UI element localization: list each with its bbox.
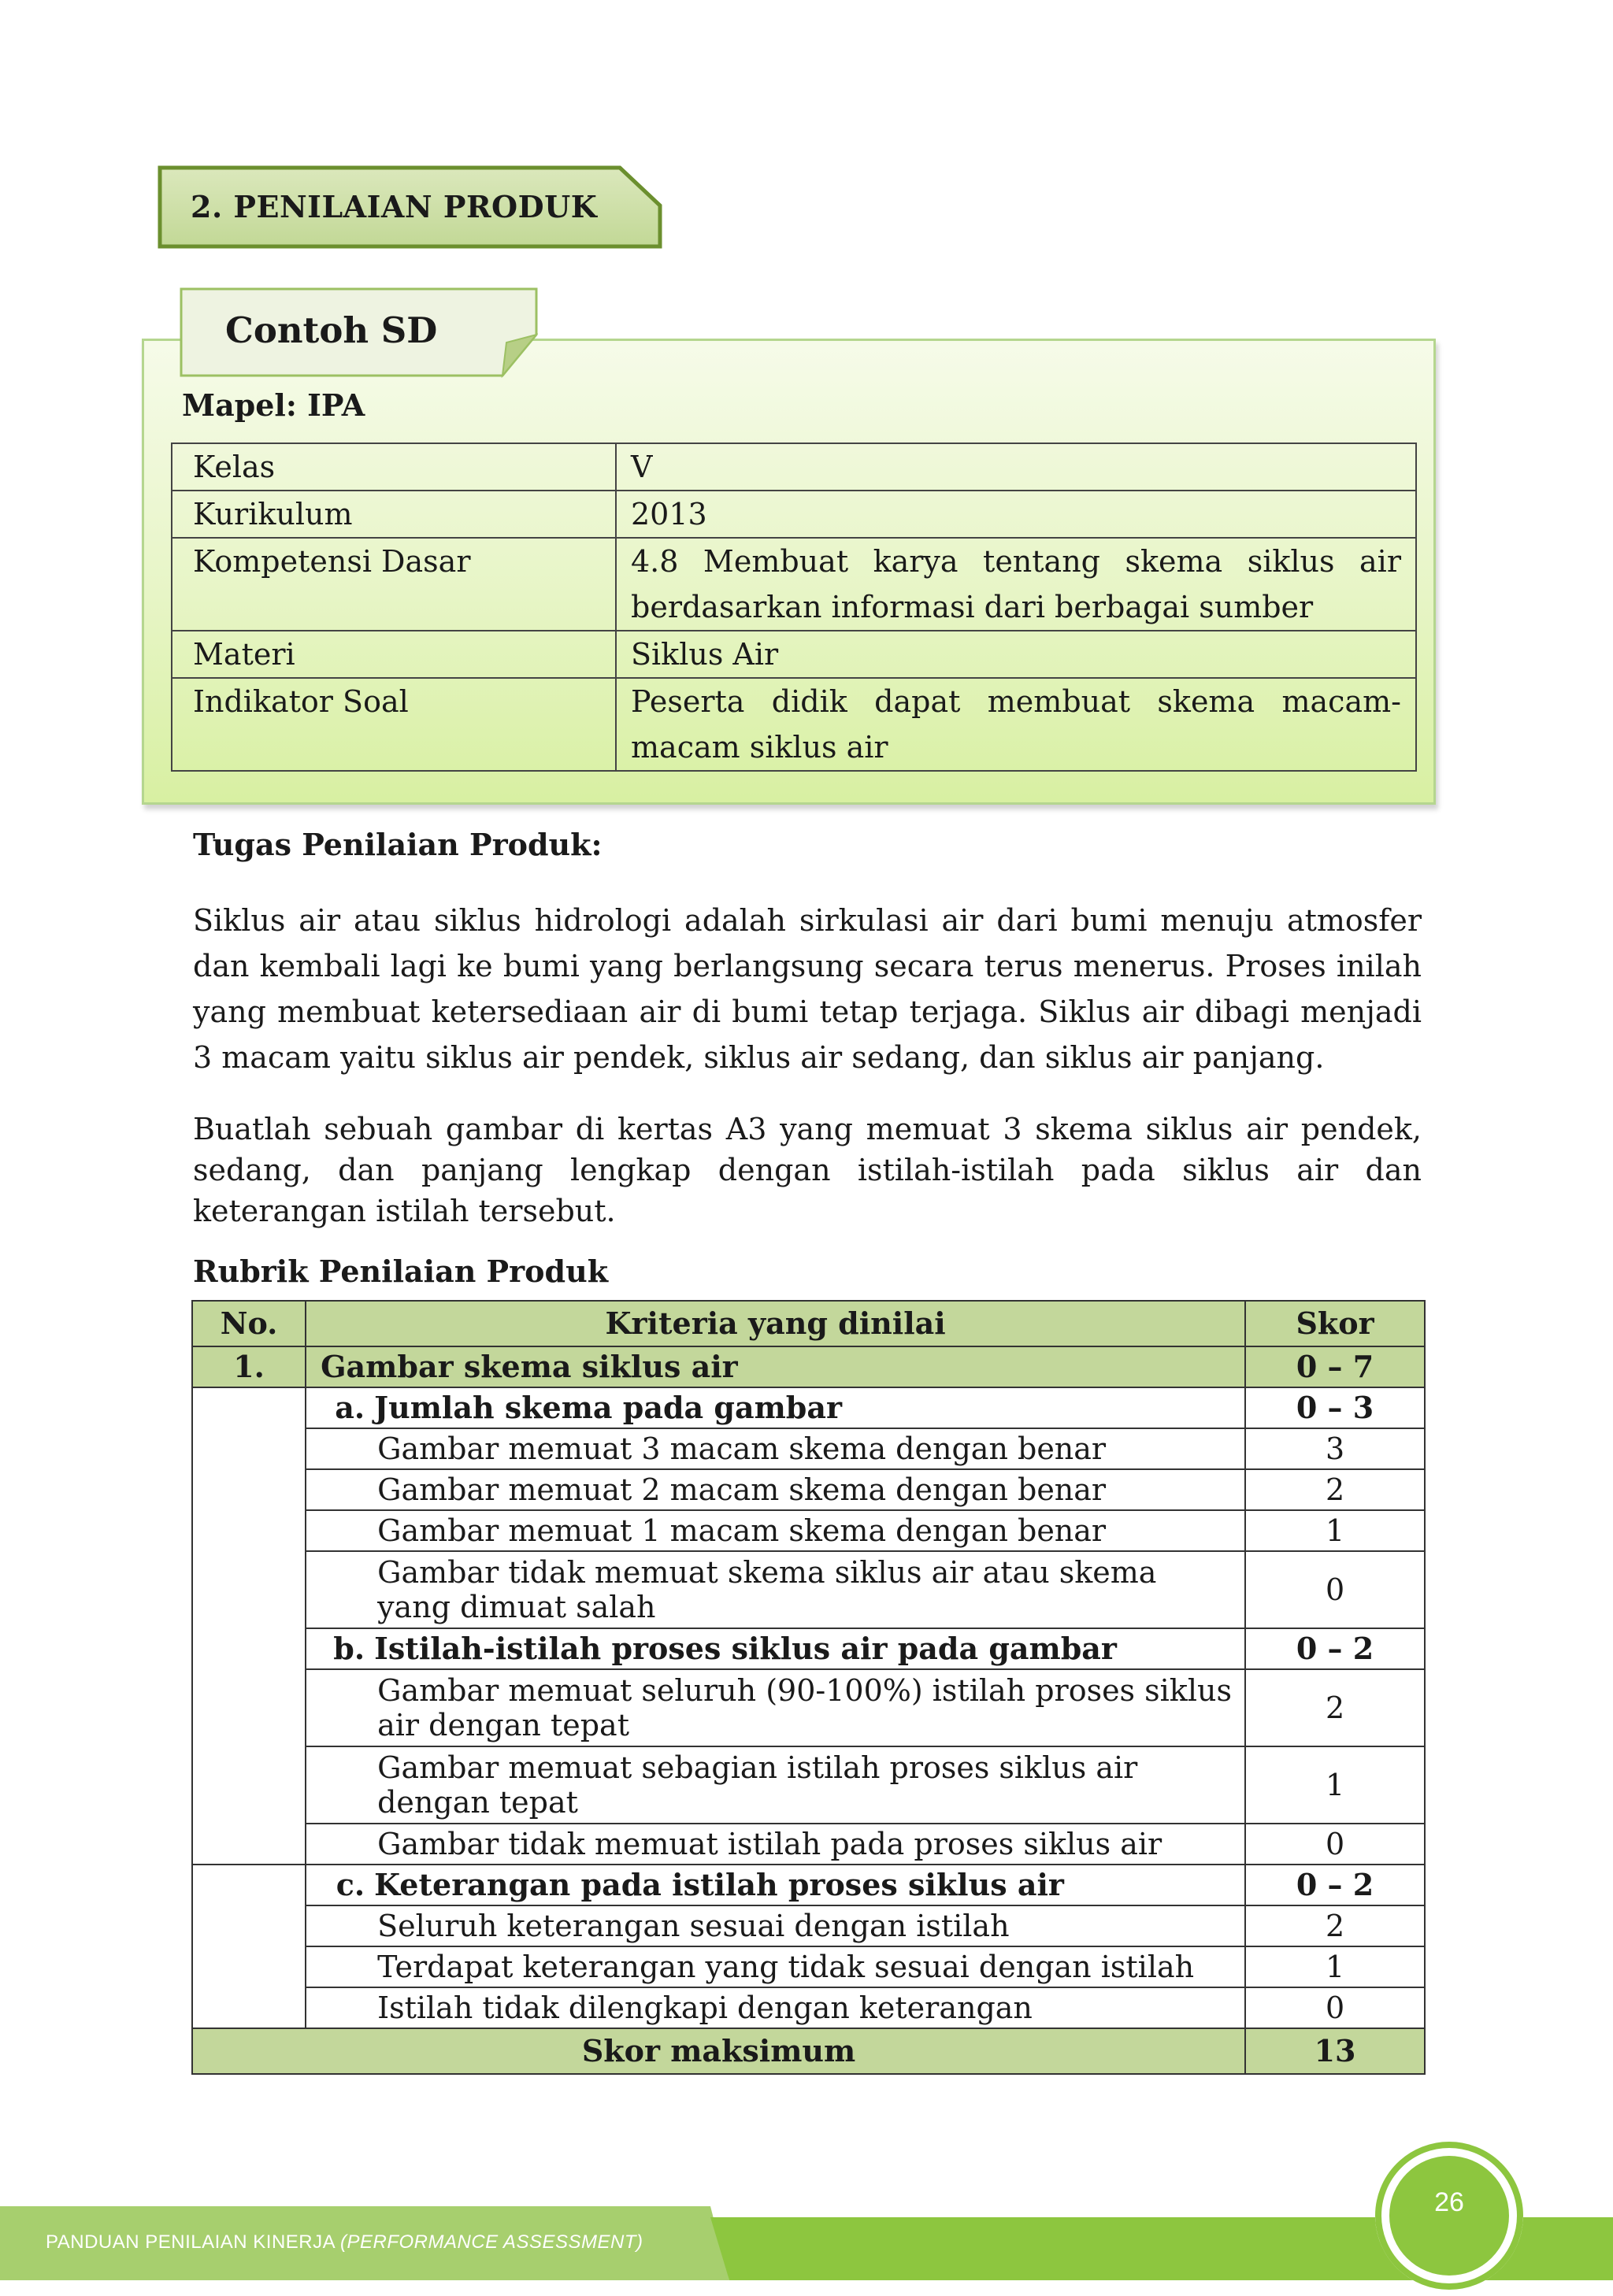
rubric-item-row — [192, 1946, 1425, 1987]
info-key: Indikator Soal — [172, 678, 616, 771]
rubric-item-row — [192, 1428, 1425, 1469]
rubric-item-row — [192, 1469, 1425, 1510]
info-key: Kurikulum — [172, 491, 616, 538]
section-title: Istilah-istilah proses siklus air pada gambar — [374, 1631, 1117, 1666]
section-score: 0 – 2 — [1245, 1865, 1425, 1905]
col-criteria: Kriteria yang dinilai — [306, 1301, 1245, 1346]
info-key: Materi — [172, 631, 616, 678]
item-score: 0 — [1245, 1551, 1425, 1628]
task-paragraph-2: Buatlah sebuah gambar di kertas A3 yang memuat 3 skema siklus air pendek, sedang, dan panjang lengkap dengan istilah-istilah pada siklus air dan keterangan istilah tersebut. — [193, 1112, 1422, 1228]
rubric-table — [191, 1300, 1426, 2075]
info-row — [172, 538, 1416, 631]
rubric-item-row — [192, 1987, 1425, 2028]
item-text: Istilah tidak dilengkapi dengan keterangan — [306, 1987, 1245, 2028]
info-value: Peserta didik dapat membuat skema macam-macam siklus air — [616, 678, 1416, 771]
info-key: Kelas — [172, 443, 616, 491]
item-text: Gambar memuat 3 macam skema dengan benar — [306, 1428, 1245, 1469]
info-value: 4.8 Membuat karya tentang skema siklus air berdasarkan informasi dari berbagai sumber — [616, 538, 1416, 631]
item-text: Gambar tidak memuat skema siklus air atau skema yang dimuat salah — [306, 1551, 1245, 1628]
item-text: Seluruh keterangan sesuai dengan istilah — [306, 1905, 1245, 1946]
item-text: Gambar memuat sebagian istilah proses siklus air dengan tepat — [306, 1746, 1245, 1824]
rubric-section-row — [192, 1865, 1425, 1905]
item-text: Gambar memuat 1 macam skema dengan benar — [306, 1510, 1245, 1551]
group-score: 0 – 7 — [1245, 1346, 1425, 1387]
info-key: Kompetensi Dasar — [172, 538, 616, 631]
blank-cell — [192, 1865, 306, 2028]
item-score: 3 — [1245, 1428, 1425, 1469]
blank-cell — [192, 1387, 306, 1865]
info-row — [172, 443, 1416, 491]
item-text: Terdapat keterangan yang tidak sesuai dengan istilah — [306, 1946, 1245, 1987]
rubric-item-row — [192, 1669, 1425, 1746]
rubric-heading: Rubrik Penilaian Produk — [193, 1254, 609, 1289]
page-number: 26 — [1434, 2187, 1464, 2217]
info-row — [172, 678, 1416, 771]
item-score: 0 — [1245, 1987, 1425, 2028]
section-score: 0 – 2 — [1245, 1628, 1425, 1669]
item-score: 1 — [1245, 1746, 1425, 1824]
item-score: 0 — [1245, 1824, 1425, 1865]
info-row — [172, 631, 1416, 678]
section-criteria — [306, 1628, 1245, 1669]
rubric-group-row — [192, 1346, 1425, 1387]
task-paragraph-1: Siklus air atau siklus hidrologi adalah sirkulasi air dari bumi menuju atmosfer dan kembali lagi ke bumi yang berlangsung secara terus menerus. Proses inilah yang membuat ketersediaan air di bumi tetap terjaga. Siklus air dibagi menjadi 3 macam yaitu siklus air pendek, siklus air sedang, dan siklus air panjang. — [193, 903, 1422, 1075]
info-row — [172, 491, 1416, 538]
rubric-item-row — [192, 1510, 1425, 1551]
item-score: 1 — [1245, 1946, 1425, 1987]
info-table — [171, 443, 1417, 772]
section-letter: b. — [333, 1631, 365, 1666]
rubric-item-row — [192, 1824, 1425, 1865]
total-score: 13 — [1245, 2028, 1425, 2074]
example-tab — [180, 287, 538, 378]
section-score: 0 – 3 — [1245, 1387, 1425, 1428]
total-label: Skor maksimum — [192, 2028, 1245, 2074]
section-letter: a. — [335, 1390, 365, 1425]
section-title: Keterangan pada istilah proses siklus air — [374, 1867, 1064, 1902]
item-text: Gambar memuat seluruh (90-100%) istilah proses siklus air dengan tepat — [306, 1669, 1245, 1746]
page-number-badge — [1372, 2139, 1526, 2293]
info-value: 2013 — [616, 491, 1416, 538]
item-text: Gambar memuat 2 macam skema dengan benar — [306, 1469, 1245, 1510]
rubric-section-row — [192, 1628, 1425, 1669]
item-score: 2 — [1245, 1469, 1425, 1510]
section-criteria — [306, 1387, 1245, 1428]
footer-subtitle: (PERFORMANCE ASSESSMENT) — [339, 2231, 643, 2253]
item-text: Gambar tidak memuat istilah pada proses siklus air — [306, 1824, 1245, 1865]
item-score: 1 — [1245, 1510, 1425, 1551]
section-title: Jumlah skema pada gambar — [374, 1390, 843, 1425]
rubric-item-row — [192, 1746, 1425, 1824]
group-criteria: Gambar skema siklus air — [306, 1346, 1245, 1387]
info-value: V — [616, 443, 1416, 491]
section-title: 2. PENILAIAN PRODUK — [191, 189, 598, 224]
subject-label: Mapel: IPA — [182, 387, 365, 423]
item-score: 2 — [1245, 1669, 1425, 1746]
footer-text — [46, 2231, 643, 2253]
col-no: No. — [192, 1301, 306, 1346]
rubric-item-row — [192, 1551, 1425, 1628]
group-no: 1. — [192, 1346, 306, 1387]
item-score: 2 — [1245, 1905, 1425, 1946]
section-criteria — [306, 1865, 1245, 1905]
section-header — [155, 165, 663, 250]
section-letter: c. — [336, 1867, 365, 1902]
rubric-item-row — [192, 1905, 1425, 1946]
task-heading: Tugas Penilaian Produk: — [193, 827, 603, 862]
footer-title: PANDUAN PENILAIAN KINERJA — [46, 2231, 340, 2253]
rubric-section-row — [192, 1387, 1425, 1428]
info-value: Siklus Air — [616, 631, 1416, 678]
rubric-header-row — [192, 1301, 1425, 1346]
rubric-total-row — [192, 2028, 1425, 2074]
example-title: Contoh SD — [225, 309, 438, 351]
col-score: Skor — [1245, 1301, 1425, 1346]
